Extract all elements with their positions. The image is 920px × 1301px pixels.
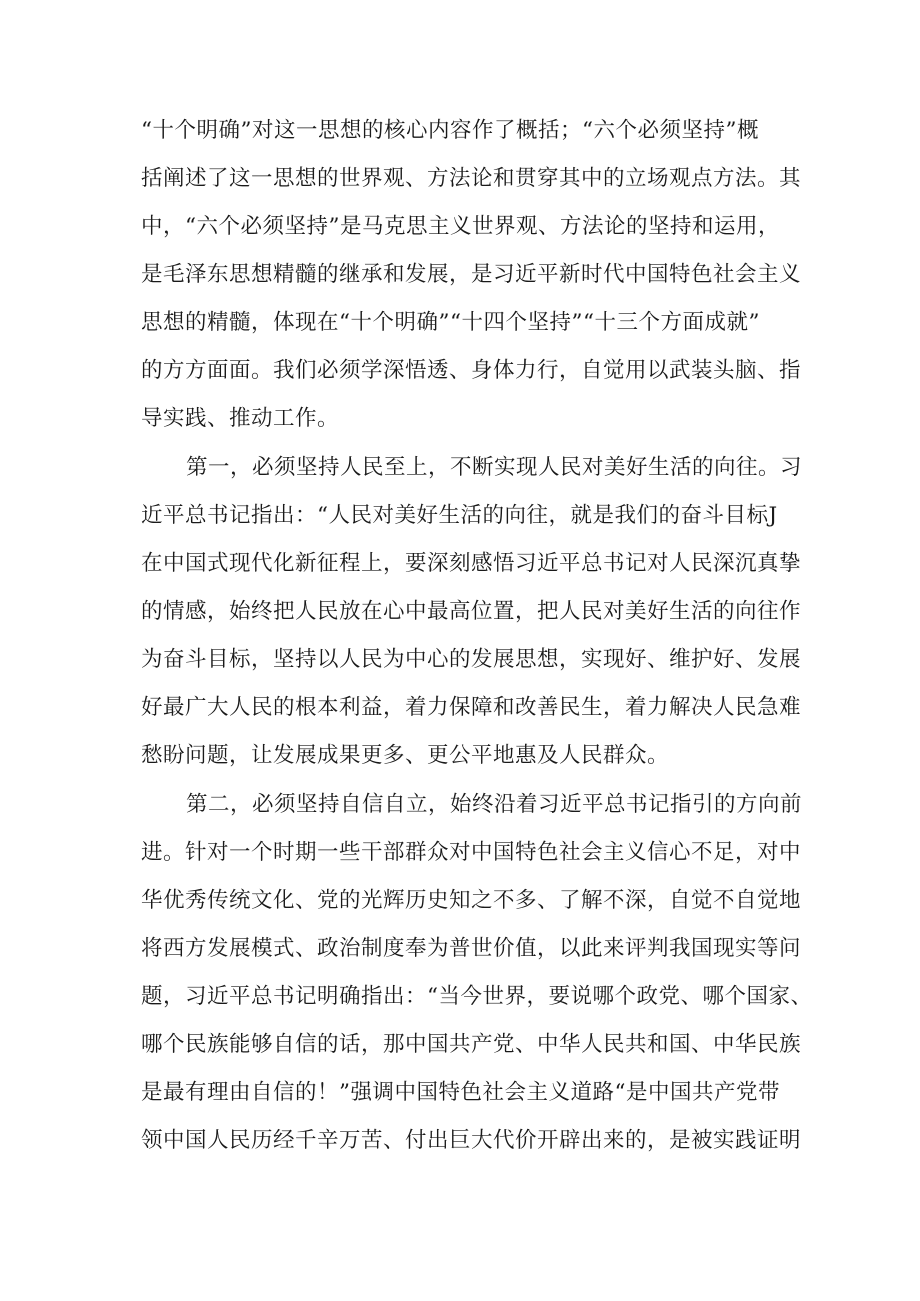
paragraph-first-line: 第二，必须坚持自信自立，始终沿着习近平总书记指引的方向前 <box>186 792 803 817</box>
paragraph-first-line: 第一，必须坚持人民至上，不断实现人民对美好生活的向往。习 <box>186 455 803 480</box>
text-line: 近平总书记指出：“人民对美好生活的向往，就是我们的奋斗目标J <box>141 503 778 528</box>
text-line: 愁盼问题，让发展成果更多、更公平地惠及人民群众。 <box>141 743 670 768</box>
text-line: 哪个民族能够自信的话，那中国共产党、中华人民共和国、中华民族 <box>141 1032 802 1057</box>
text-line: 华优秀传统文化、党的光辉历史知之不多、了解不深，自觉不自觉地 <box>141 888 802 913</box>
text-line: 的情感，始终把人民放在心中最高位置，把人民对美好生活的向往作 <box>141 599 802 624</box>
text-line: 思想的精髓，体现在“十个明确”“十四个坚持”“十三个方面成就” <box>141 310 760 335</box>
text-line: 为奋斗目标，坚持以人民为中心的发展思想，实现好、维护好、发展 <box>141 647 802 672</box>
text-line: 中，“六个必须坚持”是马克思主义世界观、方法论的坚持和运用， <box>141 214 780 239</box>
text-line: 领中国人民历经千辛万苦、付出巨大代价开辟出来的，是被实践证明 <box>141 1128 802 1153</box>
text-line: 将西方发展模式、政治制度奉为普世价值，以此来评判我国现实等问 <box>141 936 802 961</box>
text-line: 导实践、推动工作。 <box>141 406 340 431</box>
text-line: 题，习近平总书记明确指出：“当今世界，要说哪个政党、哪个国家、 <box>141 984 813 1009</box>
text-line: 进。针对一个时期一些干部群众对中国特色社会主义信心不足，对中 <box>141 840 802 865</box>
text-line: 是最有理由自信的！”强调中国特色社会主义道路“是中国共产党带 <box>141 1080 780 1105</box>
text-line: 是毛泽东思想精髓的继承和发展，是习近平新时代中国特色社会主义 <box>141 262 802 287</box>
text-line: 括阐述了这一思想的世界观、方法论和贯穿其中的立场观点方法。其 <box>141 166 802 191</box>
text-line: 好最广大人民的根本利益，着力保障和改善民生，着力解决人民急难 <box>141 695 802 720</box>
text-line: 的方方面面。我们必须学深悟透、身体力行，自觉用以武装头脑、指 <box>141 358 802 383</box>
text-line: “十个明确”对这一思想的核心内容作了概括；“六个必须坚持”概 <box>141 118 759 143</box>
text-line: 在中国式现代化新征程上，要深刻感悟习近平总书记对人民深沉真挚 <box>141 551 802 576</box>
